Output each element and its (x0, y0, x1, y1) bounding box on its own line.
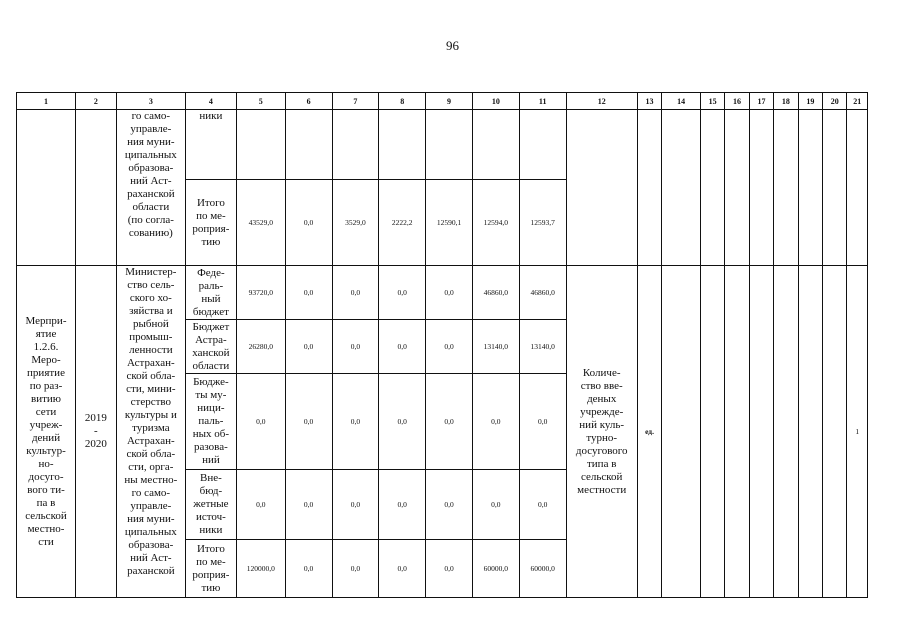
text-line: ный (201, 292, 221, 305)
text-line: сти, орга- (128, 461, 174, 473)
column-header: 1 (17, 93, 76, 110)
text-line: ний (202, 454, 220, 466)
text-line: бюджет (192, 305, 229, 318)
text-line: досугового (575, 444, 628, 457)
text-line: Мерпри- (25, 314, 67, 327)
text-line: вого ти- (27, 483, 65, 496)
text-line: учреж- (29, 418, 63, 431)
text-line: сти (38, 535, 54, 548)
text-line: ятие (35, 327, 57, 340)
value-cell: 3529,0 (332, 180, 379, 266)
text-line: области (132, 201, 170, 213)
value-cell: 60000,0 (472, 540, 519, 598)
value-cell: 0,0 (285, 180, 332, 266)
column-header: 11 (519, 93, 566, 110)
text-line: ны местно- (124, 474, 178, 486)
value-cell: 0,0 (285, 540, 332, 598)
text-line: го само- (131, 110, 171, 122)
text-line: ципальных (124, 149, 177, 161)
table-row (17, 110, 868, 180)
years-cell (76, 266, 117, 598)
column-header: 12 (566, 93, 637, 110)
text-line: (по согла- (127, 214, 174, 226)
years-cell-empty (76, 110, 117, 266)
text-line: бюд- (199, 485, 223, 497)
text-line: ния муни- (127, 513, 175, 525)
text-line: сельской (580, 470, 623, 483)
text-line: 2019 (84, 412, 107, 424)
table-row (17, 266, 868, 320)
unit-cell: ед. (637, 266, 661, 598)
text-line: тию (201, 235, 221, 248)
text-line: жетные (193, 498, 229, 510)
value-cell: 0,0 (379, 320, 426, 374)
column-header: 3 (116, 93, 185, 110)
text-line: витию (31, 392, 62, 405)
value-cell: 0,0 (332, 266, 379, 320)
text-line: сети (35, 405, 57, 418)
value-cell: 0,0 (285, 374, 332, 470)
text-line: раханской (127, 565, 175, 577)
text-line: Итого (196, 542, 225, 555)
text-line: по ме- (196, 555, 226, 568)
text-line: типа в (586, 457, 617, 470)
text-line: досуго- (28, 470, 64, 483)
text-line: Астрахан- (127, 357, 175, 369)
value-cell: 0,0 (379, 374, 426, 470)
value-cell: 12590,1 (426, 180, 473, 266)
column-header: 2 (76, 93, 117, 110)
measure-cell-empty (17, 110, 76, 266)
text-line: ники (199, 110, 223, 122)
text-line: 2020 (84, 438, 107, 450)
text-line: местно- (27, 522, 65, 535)
text-line: Министер- (125, 266, 177, 278)
text-line: Астра- (195, 333, 227, 346)
column-header: 16 (725, 93, 749, 110)
text-line: Меро- (31, 353, 61, 366)
text-line: деных (587, 392, 617, 405)
column-header: 5 (236, 93, 285, 110)
text-line: ленности (129, 344, 173, 356)
header-row (17, 93, 868, 110)
value-cell: 0,0 (426, 266, 473, 320)
text-line: управле- (130, 123, 172, 135)
text-line: культуры и (124, 409, 177, 421)
text-line: промыш- (129, 331, 173, 343)
text-line: рыбной (132, 318, 169, 330)
text-line: Итого (196, 196, 225, 209)
value-cell: 93720,0 (236, 266, 285, 320)
text-line: ники (199, 524, 223, 536)
value-cell: 0,0 (379, 540, 426, 598)
value-cell: 12594,0 (472, 180, 519, 266)
text-line: зяйства и (129, 305, 173, 317)
text-line: образова- (128, 539, 174, 551)
column-header: 19 (798, 93, 822, 110)
text-line: туризма (132, 422, 170, 434)
text-line: сти, мини- (126, 383, 176, 395)
value-cell: 2222,2 (379, 180, 426, 266)
funding-source-cell (185, 320, 236, 374)
value-cell: 46860,0 (472, 266, 519, 320)
value-cell: 0,0 (332, 540, 379, 598)
text-line: разова- (194, 441, 228, 453)
text-line: сованию) (128, 227, 173, 239)
column-header: 20 (823, 93, 847, 110)
text-line: управле- (130, 500, 172, 512)
text-line: 1.2.6. (33, 340, 59, 353)
funding-source-cell (185, 266, 236, 320)
value-cell: 0,0 (285, 470, 332, 540)
text-line: Астрахан- (127, 435, 175, 447)
column-header: 6 (285, 93, 332, 110)
value-cell: 0,0 (426, 540, 473, 598)
value-cell: 0,0 (285, 266, 332, 320)
text-line: но- (38, 457, 54, 470)
value-cell: 0,0 (332, 470, 379, 540)
program-table (16, 92, 868, 598)
page-number: 96 (446, 38, 459, 53)
text-line: учрежде- (580, 405, 624, 418)
column-header: 8 (379, 93, 426, 110)
column-header: 9 (426, 93, 473, 110)
text-line: ний куль- (579, 418, 625, 431)
text-line: сельской (25, 509, 67, 522)
column-header: 15 (700, 93, 724, 110)
text-line: роприя- (192, 568, 230, 581)
executor-cell (116, 110, 185, 266)
column-header: 21 (847, 93, 868, 110)
column-header: 14 (662, 93, 701, 110)
value-cell: 0,0 (379, 266, 426, 320)
value-cell: 0,0 (285, 320, 332, 374)
text-line: роприя- (192, 222, 230, 235)
column-header: 4 (185, 93, 236, 110)
text-line: источ- (195, 511, 226, 523)
value-cell: 0,0 (236, 374, 285, 470)
value-cell: 120000,0 (236, 540, 285, 598)
text-line: стерство (130, 396, 172, 408)
value-cell: 0,0 (332, 374, 379, 470)
text-line: по ме- (196, 209, 226, 222)
column-header: 7 (332, 93, 379, 110)
text-line: тию (201, 581, 221, 594)
text-line: ского хо- (129, 292, 172, 304)
text-line: Количе- (582, 366, 621, 379)
value-cell: 0,0 (519, 374, 566, 470)
value-cell: 13140,0 (519, 320, 566, 374)
text-line: культур- (26, 444, 66, 457)
text-line: Бюдже- (193, 376, 229, 388)
column-header: 13 (637, 93, 661, 110)
text-line: ство вве- (580, 379, 623, 392)
text-line: турно- (586, 431, 618, 444)
text-line: ния муни- (127, 136, 175, 148)
text-line: ний Аст- (130, 175, 172, 187)
value-cell: 0,0 (426, 374, 473, 470)
funding-source-cell (185, 110, 236, 180)
text-line: раль- (198, 279, 224, 292)
text-line: по раз- (29, 379, 63, 392)
column-header: 18 (774, 93, 798, 110)
text-line: ных об- (192, 428, 230, 440)
column-header: 17 (749, 93, 773, 110)
text-line: ханской (192, 346, 230, 359)
value-cell: 0,0 (332, 320, 379, 374)
text-line: ство сель- (127, 279, 175, 291)
text-line: области (192, 359, 230, 372)
measure-cell (17, 266, 76, 598)
text-line: ты му- (195, 389, 227, 401)
text-line: Феде- (197, 266, 225, 279)
text-line: приятие (27, 366, 65, 379)
text-line: ской обла- (126, 370, 176, 382)
value-cell: 0,0 (379, 470, 426, 540)
text-line: паль- (198, 415, 224, 427)
text-line: Вне- (200, 472, 222, 484)
value-cell: 0,0 (472, 374, 519, 470)
column-header: 10 (472, 93, 519, 110)
text-line: - (94, 425, 98, 437)
value-cell: 12593,7 (519, 180, 566, 266)
funding-source-cell (185, 470, 236, 540)
text-line: ципальных (124, 526, 177, 538)
text-line: ской обла- (126, 448, 176, 460)
value-cell: 0,0 (426, 470, 473, 540)
executor-cell (116, 266, 185, 598)
funding-source-cell (185, 374, 236, 470)
text-line: па в (36, 496, 56, 509)
value-cell: 13140,0 (472, 320, 519, 374)
value-cell: 60000,0 (519, 540, 566, 598)
text-line: Бюджет (192, 320, 230, 333)
target-value-cell: 1 (847, 266, 868, 598)
text-line: ници- (197, 402, 225, 414)
indicator-cell-empty (566, 110, 637, 266)
text-line: го само- (131, 487, 171, 499)
text-line: местности (577, 483, 627, 496)
funding-source-cell (185, 540, 236, 598)
funding-source-cell (185, 180, 236, 266)
text-line: раханской (127, 188, 175, 200)
value-cell: 0,0 (472, 470, 519, 540)
value-cell: 0,0 (236, 470, 285, 540)
value-cell: 43529,0 (236, 180, 285, 266)
text-line: дений (31, 431, 61, 444)
indicator-cell (566, 266, 637, 598)
text-line: ний Аст- (130, 552, 172, 564)
value-cell: 26280,0 (236, 320, 285, 374)
value-cell: 0,0 (519, 470, 566, 540)
value-cell: 46860,0 (519, 266, 566, 320)
value-cell: 0,0 (426, 320, 473, 374)
text-line: образова- (128, 162, 174, 174)
